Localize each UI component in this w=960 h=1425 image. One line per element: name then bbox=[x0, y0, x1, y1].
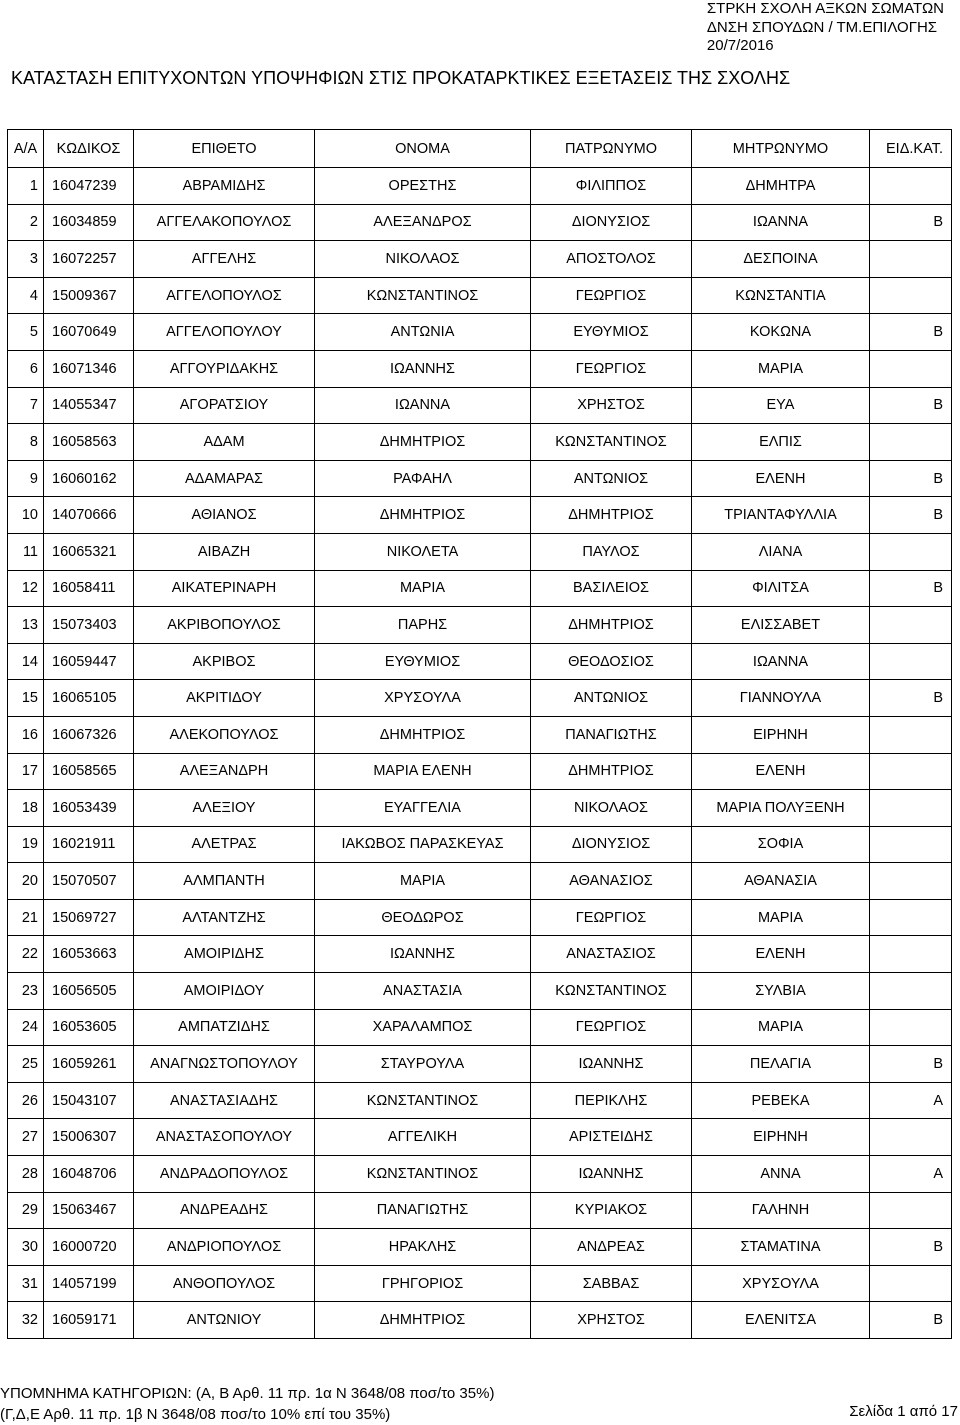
cell-category bbox=[870, 790, 952, 827]
cell-surname: ΑΛΜΠΑΝΤΗ bbox=[134, 863, 315, 900]
cell-mother-name: ΔΕΣΠΟΙΝΑ bbox=[692, 241, 870, 278]
cell-father-name: ΒΑΣΙΛΕΙΟΣ bbox=[531, 570, 692, 607]
table-row bbox=[8, 424, 952, 461]
cell-mother-name: ΓΙΑΝΝΟΥΛΑ bbox=[692, 680, 870, 717]
legend-line-2: (Γ,Δ,Ε Αρθ. 11 πρ. 1β Ν 3648/08 ποσ/το 10% επί του 35%) bbox=[0, 1406, 391, 1423]
cell-surname: ΑΝΘΟΠΟΥΛΟΣ bbox=[134, 1265, 315, 1302]
cell-mother-name: ΙΩΑΝΝΑ bbox=[692, 643, 870, 680]
cell-category bbox=[870, 607, 952, 644]
cell-surname: ΑΔΑΜ bbox=[134, 424, 315, 461]
cell-category bbox=[870, 936, 952, 973]
page-number: Σελίδα 1 από 17 bbox=[849, 1403, 958, 1420]
cell-surname: ΑΓΓΕΛΑΚΟΠΟΥΛΟΣ bbox=[134, 204, 315, 241]
header-department: ΔΝΣΗ ΣΠΟΥΔΩΝ / ΤΜ.ΕΠΙΛΟΓΗΣ bbox=[706, 18, 938, 36]
cell-surname: ΑΝΔΡΑΔΟΠΟΥΛΟΣ bbox=[134, 1156, 315, 1193]
table-row bbox=[8, 168, 952, 205]
col-header-code: ΚΩΔΙΚΟΣ bbox=[44, 130, 134, 168]
cell-code: 15073403 bbox=[44, 607, 134, 644]
cell-category: Α bbox=[870, 1082, 952, 1119]
cell-father-name: ΑΠΟΣΤΟΛΟΣ bbox=[531, 241, 692, 278]
cell-name: ΜΑΡΙΑ ΕΛΕΝΗ bbox=[315, 753, 531, 790]
results-table bbox=[7, 129, 952, 1339]
table-row bbox=[8, 1192, 952, 1229]
cell-mother-name: ΛΙΑΝΑ bbox=[692, 533, 870, 570]
cell-father-name: ΓΕΩΡΓΙΟΣ bbox=[531, 277, 692, 314]
cell-father-name: ΑΝΤΩΝΙΟΣ bbox=[531, 460, 692, 497]
cell-father-name: ΚΥΡΙΑΚΟΣ bbox=[531, 1192, 692, 1229]
cell-father-name: ΔΗΜΗΤΡΙΟΣ bbox=[531, 753, 692, 790]
cell-father-name: ΑΝΑΣΤΑΣΙΟΣ bbox=[531, 936, 692, 973]
table-body bbox=[8, 168, 952, 1339]
table-row bbox=[8, 1046, 952, 1083]
cell-name: ΑΛΕΞΑΝΔΡΟΣ bbox=[315, 204, 531, 241]
cell-mother-name: ΜΑΡΙΑ bbox=[692, 350, 870, 387]
cell-name: ΡΑΦΑΗΛ bbox=[315, 460, 531, 497]
cell-father-name: ΑΡΙΣΤΕΙΔΗΣ bbox=[531, 1119, 692, 1156]
cell-mother-name: ΜΑΡΙΑ ΠΟΛΥΞΕΝΗ bbox=[692, 790, 870, 827]
table-row bbox=[8, 680, 952, 717]
cell-name: ΙΩΑΝΝΗΣ bbox=[315, 350, 531, 387]
cell-code: 16058565 bbox=[44, 753, 134, 790]
cell-aa: 27 bbox=[8, 1119, 44, 1156]
cell-father-name: ΠΕΡΙΚΛΗΣ bbox=[531, 1082, 692, 1119]
cell-code: 16072257 bbox=[44, 241, 134, 278]
cell-father-name: ΓΕΩΡΓΙΟΣ bbox=[531, 1009, 692, 1046]
cell-aa: 32 bbox=[8, 1302, 44, 1339]
col-header-mother-name: ΜΗΤΡΩΝΥΜΟ bbox=[692, 130, 870, 168]
cell-father-name: ΠΑΥΛΟΣ bbox=[531, 533, 692, 570]
cell-category: Β bbox=[870, 1302, 952, 1339]
cell-mother-name: ΣΤΑΜΑΤΙΝΑ bbox=[692, 1229, 870, 1266]
cell-surname: ΑΙΚΑΤΕΡΙΝΑΡΗ bbox=[134, 570, 315, 607]
cell-aa: 21 bbox=[8, 899, 44, 936]
cell-father-name: ΝΙΚΟΛΑΟΣ bbox=[531, 790, 692, 827]
cell-category bbox=[870, 826, 952, 863]
table-row bbox=[8, 1302, 952, 1339]
cell-surname: ΑΓΓΕΛΗΣ bbox=[134, 241, 315, 278]
cell-surname: ΑΛΤΑΝΤΖΗΣ bbox=[134, 899, 315, 936]
cell-category: Β bbox=[870, 1046, 952, 1083]
table-row bbox=[8, 753, 952, 790]
cell-surname: ΑΒΡΑΜΙΔΗΣ bbox=[134, 168, 315, 205]
table-row bbox=[8, 899, 952, 936]
cell-category: Β bbox=[870, 387, 952, 424]
cell-category: Β bbox=[870, 497, 952, 534]
cell-name: ΔΗΜΗΤΡΙΟΣ bbox=[315, 497, 531, 534]
legend-line-1: ΥΠΟΜΝΗΜΑ ΚΑΤΗΓΟΡΙΩΝ: (Α, Β Αρθ. 11 πρ. 1α Ν 3648/08 ποσ/το 35%) bbox=[0, 1385, 495, 1402]
cell-name: ΚΩΝΣΤΑΝΤΙΝΟΣ bbox=[315, 1082, 531, 1119]
cell-name: ΚΩΝΣΤΑΝΤΙΝΟΣ bbox=[315, 277, 531, 314]
cell-code: 16059261 bbox=[44, 1046, 134, 1083]
cell-code: 16056505 bbox=[44, 973, 134, 1010]
cell-category bbox=[870, 1009, 952, 1046]
cell-name: ΜΑΡΙΑ bbox=[315, 863, 531, 900]
cell-aa: 10 bbox=[8, 497, 44, 534]
cell-aa: 13 bbox=[8, 607, 44, 644]
cell-aa: 6 bbox=[8, 350, 44, 387]
cell-name: ΠΑΝΑΓΙΩΤΗΣ bbox=[315, 1192, 531, 1229]
header-row bbox=[8, 130, 952, 168]
cell-aa: 25 bbox=[8, 1046, 44, 1083]
cell-code: 16053663 bbox=[44, 936, 134, 973]
cell-code: 16048706 bbox=[44, 1156, 134, 1193]
cell-father-name: ΠΑΝΑΓΙΩΤΗΣ bbox=[531, 716, 692, 753]
table-header bbox=[8, 130, 952, 168]
cell-father-name: ΔΙΟΝΥΣΙΟΣ bbox=[531, 826, 692, 863]
cell-surname: ΑΙΒΑΖΗ bbox=[134, 533, 315, 570]
cell-code: 16034859 bbox=[44, 204, 134, 241]
cell-surname: ΑΛΕΚΟΠΟΥΛΟΣ bbox=[134, 716, 315, 753]
cell-code: 16067326 bbox=[44, 716, 134, 753]
cell-surname: ΑΝΑΣΤΑΣΙΑΔΗΣ bbox=[134, 1082, 315, 1119]
cell-aa: 28 bbox=[8, 1156, 44, 1193]
cell-aa: 14 bbox=[8, 643, 44, 680]
col-header-father-name: ΠΑΤΡΩΝΥΜΟ bbox=[531, 130, 692, 168]
cell-name: ΕΥΘΥΜΙΟΣ bbox=[315, 643, 531, 680]
cell-category bbox=[870, 973, 952, 1010]
table-row bbox=[8, 460, 952, 497]
cell-code: 15009367 bbox=[44, 277, 134, 314]
cell-name: ΜΑΡΙΑ bbox=[315, 570, 531, 607]
cell-category bbox=[870, 533, 952, 570]
cell-code: 16000720 bbox=[44, 1229, 134, 1266]
cell-name: ΙΑΚΩΒΟΣ ΠΑΡΑΣΚΕΥΑΣ bbox=[315, 826, 531, 863]
cell-aa: 4 bbox=[8, 277, 44, 314]
cell-mother-name: ΣΥΛΒΙΑ bbox=[692, 973, 870, 1010]
cell-code: 15069727 bbox=[44, 899, 134, 936]
table-row bbox=[8, 607, 952, 644]
table-row bbox=[8, 716, 952, 753]
cell-code: 16058411 bbox=[44, 570, 134, 607]
table-row bbox=[8, 1119, 952, 1156]
cell-surname: ΑΛΕΤΡΑΣ bbox=[134, 826, 315, 863]
cell-mother-name: ΑΝΝΑ bbox=[692, 1156, 870, 1193]
cell-aa: 7 bbox=[8, 387, 44, 424]
cell-code: 14057199 bbox=[44, 1265, 134, 1302]
cell-mother-name: ΕΥΑ bbox=[692, 387, 870, 424]
cell-surname: ΑΝΔΡΙΟΠΟΥΛΟΣ bbox=[134, 1229, 315, 1266]
cell-father-name: ΚΩΝΣΤΑΝΤΙΝΟΣ bbox=[531, 424, 692, 461]
table-row bbox=[8, 1229, 952, 1266]
cell-name: ΔΗΜΗΤΡΙΟΣ bbox=[315, 1302, 531, 1339]
cell-category bbox=[870, 277, 952, 314]
table-row bbox=[8, 204, 952, 241]
cell-aa: 22 bbox=[8, 936, 44, 973]
cell-code: 15006307 bbox=[44, 1119, 134, 1156]
cell-category: Β bbox=[870, 204, 952, 241]
cell-mother-name: ΡΕΒΕΚΑ bbox=[692, 1082, 870, 1119]
cell-aa: 26 bbox=[8, 1082, 44, 1119]
cell-father-name: ΕΥΘΥΜΙΟΣ bbox=[531, 314, 692, 351]
cell-category bbox=[870, 1192, 952, 1229]
table-row bbox=[8, 1082, 952, 1119]
table-row bbox=[8, 936, 952, 973]
cell-code: 16053439 bbox=[44, 790, 134, 827]
cell-father-name: ΑΝΤΩΝΙΟΣ bbox=[531, 680, 692, 717]
cell-surname: ΑΓΟΡΑΤΣΙΟΥ bbox=[134, 387, 315, 424]
cell-mother-name: ΚΟΚΩΝΑ bbox=[692, 314, 870, 351]
cell-father-name: ΚΩΝΣΤΑΝΤΙΝΟΣ bbox=[531, 973, 692, 1010]
cell-father-name: ΙΩΑΝΝΗΣ bbox=[531, 1046, 692, 1083]
cell-code: 16070649 bbox=[44, 314, 134, 351]
cell-father-name: ΣΑΒΒΑΣ bbox=[531, 1265, 692, 1302]
cell-mother-name: ΑΘΑΝΑΣΙΑ bbox=[692, 863, 870, 900]
cell-surname: ΑΛΕΞΑΝΔΡΗ bbox=[134, 753, 315, 790]
cell-aa: 24 bbox=[8, 1009, 44, 1046]
cell-surname: ΑΛΕΞΙΟΥ bbox=[134, 790, 315, 827]
cell-mother-name: ΕΙΡΗΝΗ bbox=[692, 716, 870, 753]
cell-aa: 17 bbox=[8, 753, 44, 790]
cell-aa: 20 bbox=[8, 863, 44, 900]
cell-mother-name: ΕΛΙΣΣΑΒΕΤ bbox=[692, 607, 870, 644]
cell-surname: ΑΚΡΙΒΟΣ bbox=[134, 643, 315, 680]
cell-mother-name: ΕΛΠΙΣ bbox=[692, 424, 870, 461]
cell-category bbox=[870, 863, 952, 900]
document-header bbox=[707, 0, 944, 56]
cell-father-name: ΓΕΩΡΓΙΟΣ bbox=[531, 899, 692, 936]
cell-aa: 19 bbox=[8, 826, 44, 863]
cell-category: Β bbox=[870, 1229, 952, 1266]
cell-category bbox=[870, 643, 952, 680]
cell-aa: 5 bbox=[8, 314, 44, 351]
cell-surname: ΑΘΙΑΝΟΣ bbox=[134, 497, 315, 534]
cell-code: 16021911 bbox=[44, 826, 134, 863]
cell-code: 14055347 bbox=[44, 387, 134, 424]
cell-code: 16047239 bbox=[44, 168, 134, 205]
cell-aa: 30 bbox=[8, 1229, 44, 1266]
cell-code: 15063467 bbox=[44, 1192, 134, 1229]
cell-category bbox=[870, 350, 952, 387]
header-school: ΣΤΡΚΗ ΣΧΟΛΗ ΑΞΚΩΝ ΣΩΜΑΤΩΝ bbox=[706, 0, 944, 17]
table-row bbox=[8, 350, 952, 387]
cell-category: Β bbox=[870, 460, 952, 497]
cell-name: ΔΗΜΗΤΡΙΟΣ bbox=[315, 716, 531, 753]
cell-mother-name: ΦΙΛΙΤΣΑ bbox=[692, 570, 870, 607]
cell-name: ΓΡΗΓΟΡΙΟΣ bbox=[315, 1265, 531, 1302]
cell-category: Β bbox=[870, 314, 952, 351]
cell-surname: ΑΓΓΟΥΡΙΔΑΚΗΣ bbox=[134, 350, 315, 387]
cell-surname: ΑΝΑΣΤΑΣΟΠΟΥΛΟΥ bbox=[134, 1119, 315, 1156]
table-row bbox=[8, 570, 952, 607]
header-date: 20/7/2016 bbox=[706, 37, 774, 54]
cell-surname: ΑΝΑΓΝΩΣΤΟΠΟΥΛΟΥ bbox=[134, 1046, 315, 1083]
cell-father-name: ΔΙΟΝΥΣΙΟΣ bbox=[531, 204, 692, 241]
cell-mother-name: ΤΡΙΑΝΤΑΦΥΛΛΙΑ bbox=[692, 497, 870, 534]
cell-category bbox=[870, 1265, 952, 1302]
cell-mother-name: ΓΑΛΗΝΗ bbox=[692, 1192, 870, 1229]
cell-name: ΧΡΥΣΟΥΛΑ bbox=[315, 680, 531, 717]
cell-category bbox=[870, 168, 952, 205]
cell-surname: ΑΝΔΡΕΑΔΗΣ bbox=[134, 1192, 315, 1229]
cell-aa: 23 bbox=[8, 973, 44, 1010]
cell-mother-name: ΚΩΝΣΤΑΝΤΙΑ bbox=[692, 277, 870, 314]
cell-name: ΕΥΑΓΓΕΛΙΑ bbox=[315, 790, 531, 827]
table-row bbox=[8, 973, 952, 1010]
cell-category bbox=[870, 241, 952, 278]
cell-father-name: ΘΕΟΔΟΣΙΟΣ bbox=[531, 643, 692, 680]
cell-surname: ΑΜΟΙΡΙΔΟΥ bbox=[134, 973, 315, 1010]
page-title: ΚΑΤΑΣΤΑΣΗ ΕΠΙΤΥΧΟΝΤΩΝ ΥΠΟΨΗΦΙΩΝ ΣΤΙΣ ΠΡΟΚΑΤΑΡΚΤΙΚΕΣ ΕΞΕΤΑΣΕΙΣ ΤΗΣ ΣΧΟΛΗΣ bbox=[11, 68, 791, 88]
cell-name: ΟΡΕΣΤΗΣ bbox=[315, 168, 531, 205]
cell-mother-name: ΜΑΡΙΑ bbox=[692, 899, 870, 936]
cell-father-name: ΔΗΜΗΤΡΙΟΣ bbox=[531, 607, 692, 644]
cell-father-name: ΦΙΛΙΠΠΟΣ bbox=[531, 168, 692, 205]
cell-code: 16058563 bbox=[44, 424, 134, 461]
cell-name: ΙΩΑΝΝΗΣ bbox=[315, 936, 531, 973]
col-header-aa: Α/Α bbox=[8, 130, 44, 168]
cell-father-name: ΧΡΗΣΤΟΣ bbox=[531, 1302, 692, 1339]
cell-category bbox=[870, 1119, 952, 1156]
cell-category bbox=[870, 424, 952, 461]
cell-category bbox=[870, 716, 952, 753]
cell-father-name: ΑΝΔΡΕΑΣ bbox=[531, 1229, 692, 1266]
cell-aa: 2 bbox=[8, 204, 44, 241]
cell-name: ΗΡΑΚΛΗΣ bbox=[315, 1229, 531, 1266]
cell-name: ΝΙΚΟΛΕΤΑ bbox=[315, 533, 531, 570]
cell-name: ΠΑΡΗΣ bbox=[315, 607, 531, 644]
cell-mother-name: ΧΡΥΣΟΥΛΑ bbox=[692, 1265, 870, 1302]
cell-aa: 1 bbox=[8, 168, 44, 205]
table-row bbox=[8, 277, 952, 314]
table-row bbox=[8, 643, 952, 680]
cell-code: 16059171 bbox=[44, 1302, 134, 1339]
cell-name: ΝΙΚΟΛΑΟΣ bbox=[315, 241, 531, 278]
table-row bbox=[8, 241, 952, 278]
cell-aa: 15 bbox=[8, 680, 44, 717]
cell-mother-name: ΣΟΦΙΑ bbox=[692, 826, 870, 863]
table-row bbox=[8, 387, 952, 424]
cell-mother-name: ΠΕΛΑΓΙΑ bbox=[692, 1046, 870, 1083]
table-row bbox=[8, 497, 952, 534]
cell-category: Β bbox=[870, 680, 952, 717]
cell-father-name: ΓΕΩΡΓΙΟΣ bbox=[531, 350, 692, 387]
cell-name: ΑΝΤΩΝΙΑ bbox=[315, 314, 531, 351]
cell-aa: 11 bbox=[8, 533, 44, 570]
cell-code: 16065321 bbox=[44, 533, 134, 570]
table-row bbox=[8, 790, 952, 827]
table-row bbox=[8, 314, 952, 351]
cell-surname: ΑΓΓΕΛΟΠΟΥΛΟΥ bbox=[134, 314, 315, 351]
cell-category: Α bbox=[870, 1156, 952, 1193]
table-row bbox=[8, 826, 952, 863]
cell-surname: ΑΚΡΙΤΙΔΟΥ bbox=[134, 680, 315, 717]
cell-mother-name: ΕΛΕΝΙΤΣΑ bbox=[692, 1302, 870, 1339]
cell-name: ΙΩΑΝΝΑ bbox=[315, 387, 531, 424]
cell-category: Β bbox=[870, 570, 952, 607]
cell-aa: 18 bbox=[8, 790, 44, 827]
cell-name: ΔΗΜΗΤΡΙΟΣ bbox=[315, 424, 531, 461]
cell-code: 15043107 bbox=[44, 1082, 134, 1119]
cell-mother-name: ΙΩΑΝΝΑ bbox=[692, 204, 870, 241]
cell-code: 16059447 bbox=[44, 643, 134, 680]
cell-code: 16065105 bbox=[44, 680, 134, 717]
cell-surname: ΑΔΑΜΑΡΑΣ bbox=[134, 460, 315, 497]
cell-mother-name: ΕΛΕΝΗ bbox=[692, 753, 870, 790]
cell-surname: ΑΚΡΙΒΟΠΟΥΛΟΣ bbox=[134, 607, 315, 644]
cell-father-name: ΙΩΑΝΝΗΣ bbox=[531, 1156, 692, 1193]
cell-name: ΑΝΑΣΤΑΣΙΑ bbox=[315, 973, 531, 1010]
table-row bbox=[8, 1156, 952, 1193]
cell-father-name: ΑΘΑΝΑΣΙΟΣ bbox=[531, 863, 692, 900]
cell-father-name: ΔΗΜΗΤΡΙΟΣ bbox=[531, 497, 692, 534]
cell-name: ΣΤΑΥΡΟΥΛΑ bbox=[315, 1046, 531, 1083]
table-row bbox=[8, 1009, 952, 1046]
category-legend bbox=[0, 1383, 494, 1425]
col-header-name: ΟΝΟΜΑ bbox=[315, 130, 531, 168]
cell-aa: 8 bbox=[8, 424, 44, 461]
cell-category bbox=[870, 753, 952, 790]
cell-mother-name: ΜΑΡΙΑ bbox=[692, 1009, 870, 1046]
cell-aa: 9 bbox=[8, 460, 44, 497]
cell-aa: 3 bbox=[8, 241, 44, 278]
table-row bbox=[8, 863, 952, 900]
cell-surname: ΑΝΤΩΝΙΟΥ bbox=[134, 1302, 315, 1339]
cell-name: ΘΕΟΔΩΡΟΣ bbox=[315, 899, 531, 936]
cell-name: ΚΩΝΣΤΑΝΤΙΝΟΣ bbox=[315, 1156, 531, 1193]
cell-code: 14070666 bbox=[44, 497, 134, 534]
cell-mother-name: ΕΙΡΗΝΗ bbox=[692, 1119, 870, 1156]
col-header-surname: ΕΠΙΘΕΤΟ bbox=[134, 130, 315, 168]
cell-mother-name: ΔΗΜΗΤΡΑ bbox=[692, 168, 870, 205]
table-row bbox=[8, 1265, 952, 1302]
cell-surname: ΑΜΠΑΤΖΙΔΗΣ bbox=[134, 1009, 315, 1046]
cell-aa: 16 bbox=[8, 716, 44, 753]
cell-mother-name: ΕΛΕΝΗ bbox=[692, 460, 870, 497]
table-row bbox=[8, 533, 952, 570]
cell-aa: 31 bbox=[8, 1265, 44, 1302]
cell-aa: 29 bbox=[8, 1192, 44, 1229]
cell-category bbox=[870, 899, 952, 936]
col-header-category: ΕΙΔ.ΚΑΤ. bbox=[870, 130, 952, 168]
cell-surname: ΑΓΓΕΛΟΠΟΥΛΟΣ bbox=[134, 277, 315, 314]
cell-name: ΑΓΓΕΛΙΚΗ bbox=[315, 1119, 531, 1156]
cell-father-name: ΧΡΗΣΤΟΣ bbox=[531, 387, 692, 424]
cell-aa: 12 bbox=[8, 570, 44, 607]
cell-code: 15070507 bbox=[44, 863, 134, 900]
cell-name: ΧΑΡΑΛΑΜΠΟΣ bbox=[315, 1009, 531, 1046]
cell-code: 16071346 bbox=[44, 350, 134, 387]
cell-code: 16060162 bbox=[44, 460, 134, 497]
cell-code: 16053605 bbox=[44, 1009, 134, 1046]
cell-mother-name: ΕΛΕΝΗ bbox=[692, 936, 870, 973]
cell-surname: ΑΜΟΙΡΙΔΗΣ bbox=[134, 936, 315, 973]
